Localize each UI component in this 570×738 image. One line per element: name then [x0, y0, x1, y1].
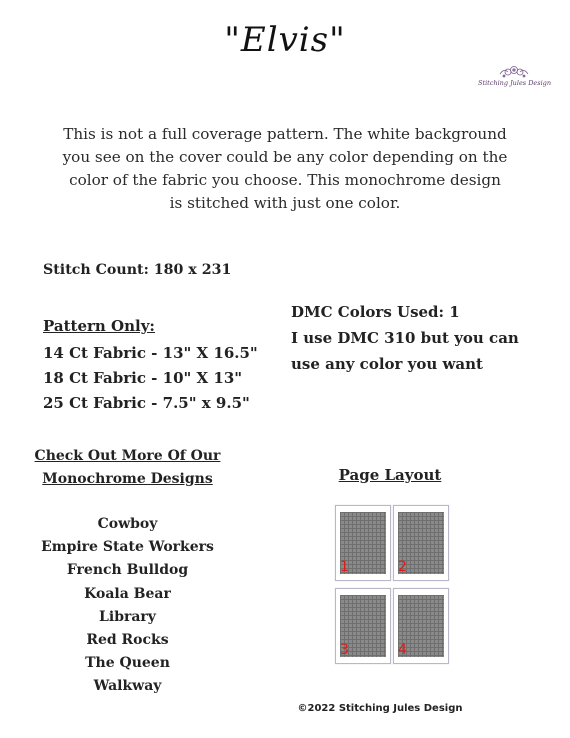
intro-line: you see on the cover could be any color depending on the	[62, 148, 508, 166]
page-thumbnail	[393, 588, 449, 664]
page-number: 2	[398, 559, 407, 575]
pattern-title: "Elvis"	[224, 20, 346, 60]
list-item: Cowboy	[97, 516, 158, 532]
fabric-size: 25 Ct Fabric - 7.5" x 9.5"	[43, 394, 250, 412]
intro-paragraph	[55, 123, 515, 215]
list-item: Red Rocks	[86, 632, 169, 649]
intro-line: This is not a full coverage pattern. The white background	[63, 125, 507, 143]
intro-line: color of the fabric you choose. This monochrome design	[69, 171, 501, 189]
page-layout-heading: Page Layout	[338, 466, 442, 484]
dmc-note: use any color you want	[291, 355, 483, 373]
page-thumbnail	[335, 588, 391, 664]
dmc-colors-used: DMC Colors Used: 1	[291, 303, 460, 321]
pattern-only-heading: Pattern Only:	[43, 317, 155, 335]
stitch-count: Stitch Count: 180 x 231	[43, 262, 232, 278]
list-item: Library	[99, 608, 156, 625]
list-item: Walkway	[93, 678, 162, 695]
page-number: 3	[340, 642, 349, 658]
list-item: French Bulldog	[66, 562, 189, 579]
more-designs-heading-line: Monochrome Designs	[42, 471, 213, 487]
list-item: The Queen	[85, 655, 170, 672]
page-thumbnail	[335, 505, 391, 581]
more-designs-heading	[0, 445, 255, 491]
page-number: 1	[340, 559, 349, 575]
more-designs-heading-line: Check Out More Of Our	[34, 448, 221, 464]
fabric-size: 18 Ct Fabric - 10" X 13"	[43, 369, 243, 387]
copyright-notice: ©2022 Stitching Jules Design	[297, 703, 463, 714]
page-thumbnail	[393, 505, 449, 581]
brand-logo	[478, 64, 550, 92]
page-number: 4	[398, 642, 407, 658]
dmc-note: I use DMC 310 but you can	[291, 329, 519, 347]
list-item: Empire State Workers	[41, 539, 214, 556]
list-item: Koala Bear	[84, 585, 171, 602]
design-list	[0, 513, 255, 699]
fabric-size: 14 Ct Fabric - 13" X 16.5"	[43, 344, 258, 362]
floral-logo-icon	[478, 64, 550, 80]
intro-line: is stitched with just one color.	[169, 194, 401, 212]
logo-text: Stitching Jules Design	[478, 79, 552, 87]
